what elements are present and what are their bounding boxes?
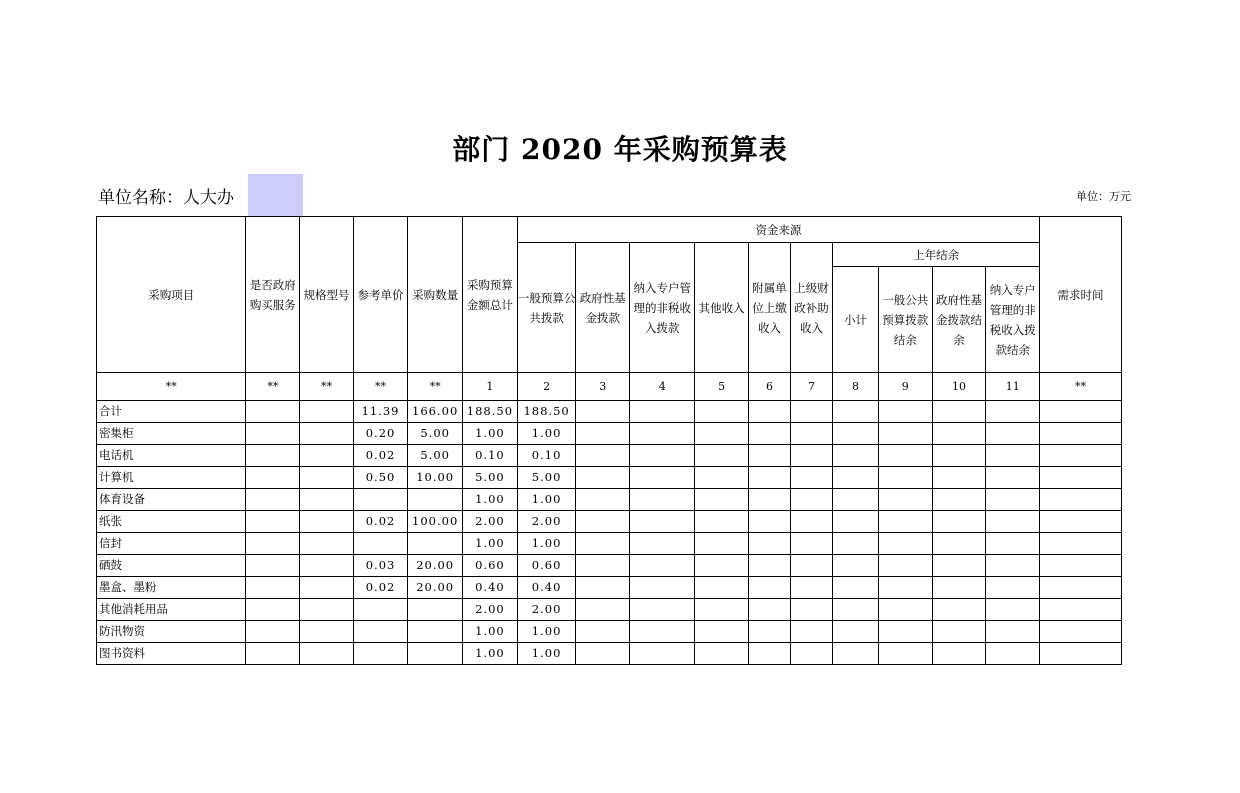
cell-gov-fund-balance bbox=[932, 577, 986, 599]
cell-subtotal bbox=[833, 533, 879, 555]
cell-total: 2.00 bbox=[463, 599, 518, 621]
cell-is-gov-service bbox=[246, 489, 300, 511]
cell-is-gov-service bbox=[246, 511, 300, 533]
cell-nontax-special bbox=[630, 401, 695, 423]
cell-nontax-balance bbox=[986, 445, 1040, 467]
cell-superior-subsidy bbox=[791, 445, 833, 467]
cell-nontax-special bbox=[630, 533, 695, 555]
column-index: ** bbox=[246, 373, 300, 401]
cell-general-balance bbox=[878, 423, 932, 445]
cell-superior-subsidy bbox=[791, 643, 833, 665]
cell-ref-price: 0.03 bbox=[353, 555, 407, 577]
cell-quantity bbox=[408, 643, 463, 665]
cell-total: 1.00 bbox=[463, 643, 518, 665]
cell-subtotal bbox=[833, 599, 879, 621]
cell-other-income bbox=[695, 401, 749, 423]
cell-is-gov-service bbox=[246, 599, 300, 621]
column-index: 11 bbox=[986, 373, 1040, 401]
cell-general-budget: 1.00 bbox=[517, 423, 576, 445]
column-index: 2 bbox=[517, 373, 576, 401]
table-row bbox=[97, 643, 1122, 665]
cell-spec-model bbox=[300, 643, 354, 665]
cell-nontax-balance bbox=[986, 599, 1040, 621]
cell-nontax-balance bbox=[986, 489, 1040, 511]
cell-general-budget: 0.60 bbox=[517, 555, 576, 577]
document-title: 部门 2020 年采购预算表 bbox=[452, 133, 788, 166]
table-row bbox=[97, 467, 1122, 489]
cell-gov-fund bbox=[576, 599, 630, 621]
cell-gov-fund-balance bbox=[932, 401, 986, 423]
cell-quantity bbox=[408, 533, 463, 555]
cell-spec-model bbox=[300, 467, 354, 489]
cell-nontax-special bbox=[630, 621, 695, 643]
cell-other-income bbox=[695, 621, 749, 643]
cell-is-gov-service bbox=[246, 621, 300, 643]
cell-other-income bbox=[695, 423, 749, 445]
cell-spec-model bbox=[300, 577, 354, 599]
cell-total: 1.00 bbox=[463, 423, 518, 445]
cell-ref-price: 0.50 bbox=[353, 467, 407, 489]
cell-demand-time bbox=[1040, 445, 1122, 467]
cell-quantity: 5.00 bbox=[408, 423, 463, 445]
cell-subtotal bbox=[833, 401, 879, 423]
cell-gov-fund bbox=[576, 445, 630, 467]
cell-gov-fund-balance bbox=[932, 643, 986, 665]
cell-general-budget: 2.00 bbox=[517, 511, 576, 533]
cell-nontax-special bbox=[630, 599, 695, 621]
cell-is-gov-service bbox=[246, 445, 300, 467]
column-index-row bbox=[97, 373, 1122, 401]
cell-general-budget: 0.40 bbox=[517, 577, 576, 599]
cell-affiliated-income bbox=[749, 489, 791, 511]
cell-superior-subsidy bbox=[791, 599, 833, 621]
cell-general-balance bbox=[878, 511, 932, 533]
cell-other-income bbox=[695, 577, 749, 599]
cell-spec-model bbox=[300, 489, 354, 511]
cell-subtotal bbox=[833, 467, 879, 489]
cell-demand-time bbox=[1040, 511, 1122, 533]
cell-nontax-special bbox=[630, 577, 695, 599]
currency-unit: 单位：万元 bbox=[1076, 190, 1131, 203]
cell-superior-subsidy bbox=[791, 401, 833, 423]
cell-nontax-balance bbox=[986, 423, 1040, 445]
cell-total: 1.00 bbox=[463, 489, 518, 511]
cell-nontax-special bbox=[630, 555, 695, 577]
cell-general-budget: 5.00 bbox=[517, 467, 576, 489]
table-row bbox=[97, 401, 1122, 423]
cell-superior-subsidy bbox=[791, 577, 833, 599]
column-index: 8 bbox=[833, 373, 879, 401]
column-index: 7 bbox=[791, 373, 833, 401]
cell-gov-fund bbox=[576, 511, 630, 533]
header-subtotal: 小计 bbox=[833, 267, 879, 373]
table-row bbox=[97, 533, 1122, 555]
table-row bbox=[97, 599, 1122, 621]
cell-demand-time bbox=[1040, 621, 1122, 643]
column-index: ** bbox=[408, 373, 463, 401]
cell-quantity: 20.00 bbox=[408, 555, 463, 577]
cell-other-income bbox=[695, 555, 749, 577]
cell-subtotal bbox=[833, 643, 879, 665]
cell-spec-model bbox=[300, 599, 354, 621]
cell-quantity: 10.00 bbox=[408, 467, 463, 489]
cell-project-name: 密集柜 bbox=[97, 423, 246, 445]
cell-total: 5.00 bbox=[463, 467, 518, 489]
header-general-budget: 一般预算公共拨款 bbox=[517, 243, 576, 373]
header-funding-source: 资金来源 bbox=[517, 217, 1039, 243]
cell-other-income bbox=[695, 643, 749, 665]
table-row bbox=[97, 511, 1122, 533]
cell-general-budget: 1.00 bbox=[517, 533, 576, 555]
cell-nontax-special bbox=[630, 643, 695, 665]
cell-project-name: 体育设备 bbox=[97, 489, 246, 511]
cell-total: 1.00 bbox=[463, 621, 518, 643]
cell-demand-time bbox=[1040, 577, 1122, 599]
cell-superior-subsidy bbox=[791, 555, 833, 577]
cell-superior-subsidy bbox=[791, 467, 833, 489]
cell-general-budget: 1.00 bbox=[517, 489, 576, 511]
cell-affiliated-income bbox=[749, 621, 791, 643]
cell-gov-fund-balance bbox=[932, 489, 986, 511]
cell-other-income bbox=[695, 489, 749, 511]
table-row bbox=[97, 445, 1122, 467]
cell-is-gov-service bbox=[246, 401, 300, 423]
header-superior-subsidy: 上级财政补助收入 bbox=[791, 243, 833, 373]
cell-general-balance bbox=[878, 401, 932, 423]
cell-spec-model bbox=[300, 555, 354, 577]
cell-nontax-balance bbox=[986, 555, 1040, 577]
cell-general-budget: 188.50 bbox=[517, 401, 576, 423]
cell-total: 0.10 bbox=[463, 445, 518, 467]
cell-quantity: 100.00 bbox=[408, 511, 463, 533]
cell-general-balance bbox=[878, 445, 932, 467]
cell-is-gov-service bbox=[246, 467, 300, 489]
cell-spec-model bbox=[300, 621, 354, 643]
cell-gov-fund-balance bbox=[932, 599, 986, 621]
cell-nontax-special bbox=[630, 445, 695, 467]
cell-other-income bbox=[695, 467, 749, 489]
cell-subtotal bbox=[833, 423, 879, 445]
cell-nontax-balance bbox=[986, 643, 1040, 665]
cell-general-balance bbox=[878, 599, 932, 621]
header-is-gov-service: 是否政府购买服务 bbox=[246, 217, 300, 373]
cell-demand-time bbox=[1040, 401, 1122, 423]
cell-is-gov-service bbox=[246, 423, 300, 445]
cell-project-name: 硒鼓 bbox=[97, 555, 246, 577]
cell-general-budget: 1.00 bbox=[517, 643, 576, 665]
cell-gov-fund-balance bbox=[932, 621, 986, 643]
cell-general-balance bbox=[878, 533, 932, 555]
cell-general-budget: 1.00 bbox=[517, 621, 576, 643]
header-demand-time: 需求时间 bbox=[1040, 217, 1122, 373]
cell-quantity: 5.00 bbox=[408, 445, 463, 467]
cell-gov-fund-balance bbox=[932, 533, 986, 555]
cell-project-name: 计算机 bbox=[97, 467, 246, 489]
table-row bbox=[97, 489, 1122, 511]
cell-other-income bbox=[695, 511, 749, 533]
cell-project-name: 其他消耗用品 bbox=[97, 599, 246, 621]
cell-general-balance bbox=[878, 643, 932, 665]
cell-demand-time bbox=[1040, 467, 1122, 489]
cell-gov-fund bbox=[576, 489, 630, 511]
cell-nontax-special bbox=[630, 489, 695, 511]
cell-total: 0.60 bbox=[463, 555, 518, 577]
header-other-income: 其他收入 bbox=[695, 243, 749, 373]
cell-gov-fund bbox=[576, 533, 630, 555]
cell-gov-fund-balance bbox=[932, 555, 986, 577]
cell-is-gov-service bbox=[246, 577, 300, 599]
cell-demand-time bbox=[1040, 643, 1122, 665]
cell-subtotal bbox=[833, 577, 879, 599]
column-index: ** bbox=[1040, 373, 1122, 401]
header-quantity: 采购数量 bbox=[408, 217, 463, 373]
cell-subtotal bbox=[833, 511, 879, 533]
cell-gov-fund-balance bbox=[932, 445, 986, 467]
cell-ref-price: 11.39 bbox=[353, 401, 407, 423]
header-nontax-special: 纳入专户管理的非税收入拨款 bbox=[630, 243, 695, 373]
cell-subtotal bbox=[833, 489, 879, 511]
unit-name-line bbox=[98, 183, 234, 208]
cell-gov-fund bbox=[576, 467, 630, 489]
cell-other-income bbox=[695, 533, 749, 555]
cell-other-income bbox=[695, 599, 749, 621]
cell-quantity bbox=[408, 489, 463, 511]
procurement-budget-table bbox=[96, 216, 1122, 665]
cell-nontax-balance bbox=[986, 621, 1040, 643]
table-row bbox=[97, 621, 1122, 643]
column-index: 10 bbox=[932, 373, 986, 401]
cell-nontax-balance bbox=[986, 511, 1040, 533]
cell-affiliated-income bbox=[749, 423, 791, 445]
cell-general-budget: 2.00 bbox=[517, 599, 576, 621]
header-general-balance: 一般公共预算拨款结余 bbox=[878, 267, 932, 373]
cell-spec-model bbox=[300, 423, 354, 445]
cell-total: 1.00 bbox=[463, 533, 518, 555]
cell-ref-price bbox=[353, 489, 407, 511]
cell-superior-subsidy bbox=[791, 489, 833, 511]
cell-nontax-balance bbox=[986, 577, 1040, 599]
cell-superior-subsidy bbox=[791, 511, 833, 533]
cell-nontax-balance bbox=[986, 533, 1040, 555]
header-gov-fund-balance: 政府性基金拨款结余 bbox=[932, 267, 986, 373]
cell-spec-model bbox=[300, 445, 354, 467]
cell-ref-price: 0.02 bbox=[353, 511, 407, 533]
cell-subtotal bbox=[833, 445, 879, 467]
cell-spec-model bbox=[300, 533, 354, 555]
header-project: 采购项目 bbox=[97, 217, 246, 373]
cell-quantity bbox=[408, 599, 463, 621]
header-affiliated-income: 附属单位上缴收入 bbox=[749, 243, 791, 373]
cell-general-balance bbox=[878, 489, 932, 511]
cell-is-gov-service bbox=[246, 533, 300, 555]
column-index: 3 bbox=[576, 373, 630, 401]
cell-total: 188.50 bbox=[463, 401, 518, 423]
cell-ref-price: 0.20 bbox=[353, 423, 407, 445]
table-row bbox=[97, 577, 1122, 599]
cell-ref-price bbox=[353, 533, 407, 555]
cell-superior-subsidy bbox=[791, 533, 833, 555]
cell-demand-time bbox=[1040, 533, 1122, 555]
header-spec-model: 规格型号 bbox=[300, 217, 354, 373]
header-nontax-balance: 纳入专户管理的非税收入拨款结余 bbox=[986, 267, 1040, 373]
column-index: 6 bbox=[749, 373, 791, 401]
header-total: 采购预算金额总计 bbox=[463, 217, 518, 373]
cell-project-name: 纸张 bbox=[97, 511, 246, 533]
cell-gov-fund bbox=[576, 621, 630, 643]
cell-is-gov-service bbox=[246, 555, 300, 577]
cell-gov-fund bbox=[576, 577, 630, 599]
column-index: ** bbox=[353, 373, 407, 401]
cell-gov-fund bbox=[576, 555, 630, 577]
cell-nontax-special bbox=[630, 511, 695, 533]
cell-quantity: 166.00 bbox=[408, 401, 463, 423]
cell-affiliated-income bbox=[749, 599, 791, 621]
cell-superior-subsidy bbox=[791, 621, 833, 643]
column-index: ** bbox=[97, 373, 246, 401]
cell-affiliated-income bbox=[749, 555, 791, 577]
cell-spec-model bbox=[300, 401, 354, 423]
unit-cell-highlight bbox=[248, 174, 303, 216]
cell-project-name: 墨盒、墨粉 bbox=[97, 577, 246, 599]
cell-gov-fund-balance bbox=[932, 511, 986, 533]
cell-quantity bbox=[408, 621, 463, 643]
cell-demand-time bbox=[1040, 489, 1122, 511]
cell-quantity: 20.00 bbox=[408, 577, 463, 599]
cell-gov-fund bbox=[576, 643, 630, 665]
table-row bbox=[97, 555, 1122, 577]
cell-gov-fund bbox=[576, 401, 630, 423]
cell-ref-price bbox=[353, 621, 407, 643]
cell-general-balance bbox=[878, 621, 932, 643]
cell-nontax-balance bbox=[986, 401, 1040, 423]
cell-general-balance bbox=[878, 555, 932, 577]
header-ref-price: 参考单价 bbox=[353, 217, 407, 373]
column-index: 9 bbox=[878, 373, 932, 401]
cell-affiliated-income bbox=[749, 577, 791, 599]
cell-nontax-balance bbox=[986, 467, 1040, 489]
cell-subtotal bbox=[833, 555, 879, 577]
unit-name-value: 人大办 bbox=[183, 188, 234, 208]
cell-project-name: 防汛物资 bbox=[97, 621, 246, 643]
cell-demand-time bbox=[1040, 423, 1122, 445]
header-gov-fund: 政府性基金拨款 bbox=[576, 243, 630, 373]
cell-demand-time bbox=[1040, 555, 1122, 577]
cell-ref-price: 0.02 bbox=[353, 577, 407, 599]
cell-ref-price bbox=[353, 643, 407, 665]
cell-affiliated-income bbox=[749, 401, 791, 423]
cell-nontax-special bbox=[630, 423, 695, 445]
cell-project-name: 图书资料 bbox=[97, 643, 246, 665]
column-index: 5 bbox=[695, 373, 749, 401]
unit-name-label: 单位名称： bbox=[98, 188, 183, 208]
cell-gov-fund-balance bbox=[932, 423, 986, 445]
cell-total: 0.40 bbox=[463, 577, 518, 599]
cell-affiliated-income bbox=[749, 511, 791, 533]
cell-affiliated-income bbox=[749, 467, 791, 489]
cell-affiliated-income bbox=[749, 445, 791, 467]
cell-is-gov-service bbox=[246, 643, 300, 665]
cell-subtotal bbox=[833, 621, 879, 643]
cell-project-name: 电话机 bbox=[97, 445, 246, 467]
column-index: ** bbox=[300, 373, 354, 401]
table-row bbox=[97, 423, 1122, 445]
cell-gov-fund bbox=[576, 423, 630, 445]
cell-gov-fund-balance bbox=[932, 467, 986, 489]
cell-nontax-special bbox=[630, 467, 695, 489]
cell-ref-price bbox=[353, 599, 407, 621]
cell-project-name: 合计 bbox=[97, 401, 246, 423]
cell-affiliated-income bbox=[749, 643, 791, 665]
cell-ref-price: 0.02 bbox=[353, 445, 407, 467]
cell-total: 2.00 bbox=[463, 511, 518, 533]
cell-general-balance bbox=[878, 577, 932, 599]
cell-general-balance bbox=[878, 467, 932, 489]
cell-spec-model bbox=[300, 511, 354, 533]
header-last-year-balance: 上年结余 bbox=[833, 243, 1040, 267]
column-index: 4 bbox=[630, 373, 695, 401]
cell-demand-time bbox=[1040, 599, 1122, 621]
column-index: 1 bbox=[463, 373, 518, 401]
cell-general-budget: 0.10 bbox=[517, 445, 576, 467]
cell-affiliated-income bbox=[749, 533, 791, 555]
cell-superior-subsidy bbox=[791, 423, 833, 445]
cell-project-name: 信封 bbox=[97, 533, 246, 555]
cell-other-income bbox=[695, 445, 749, 467]
